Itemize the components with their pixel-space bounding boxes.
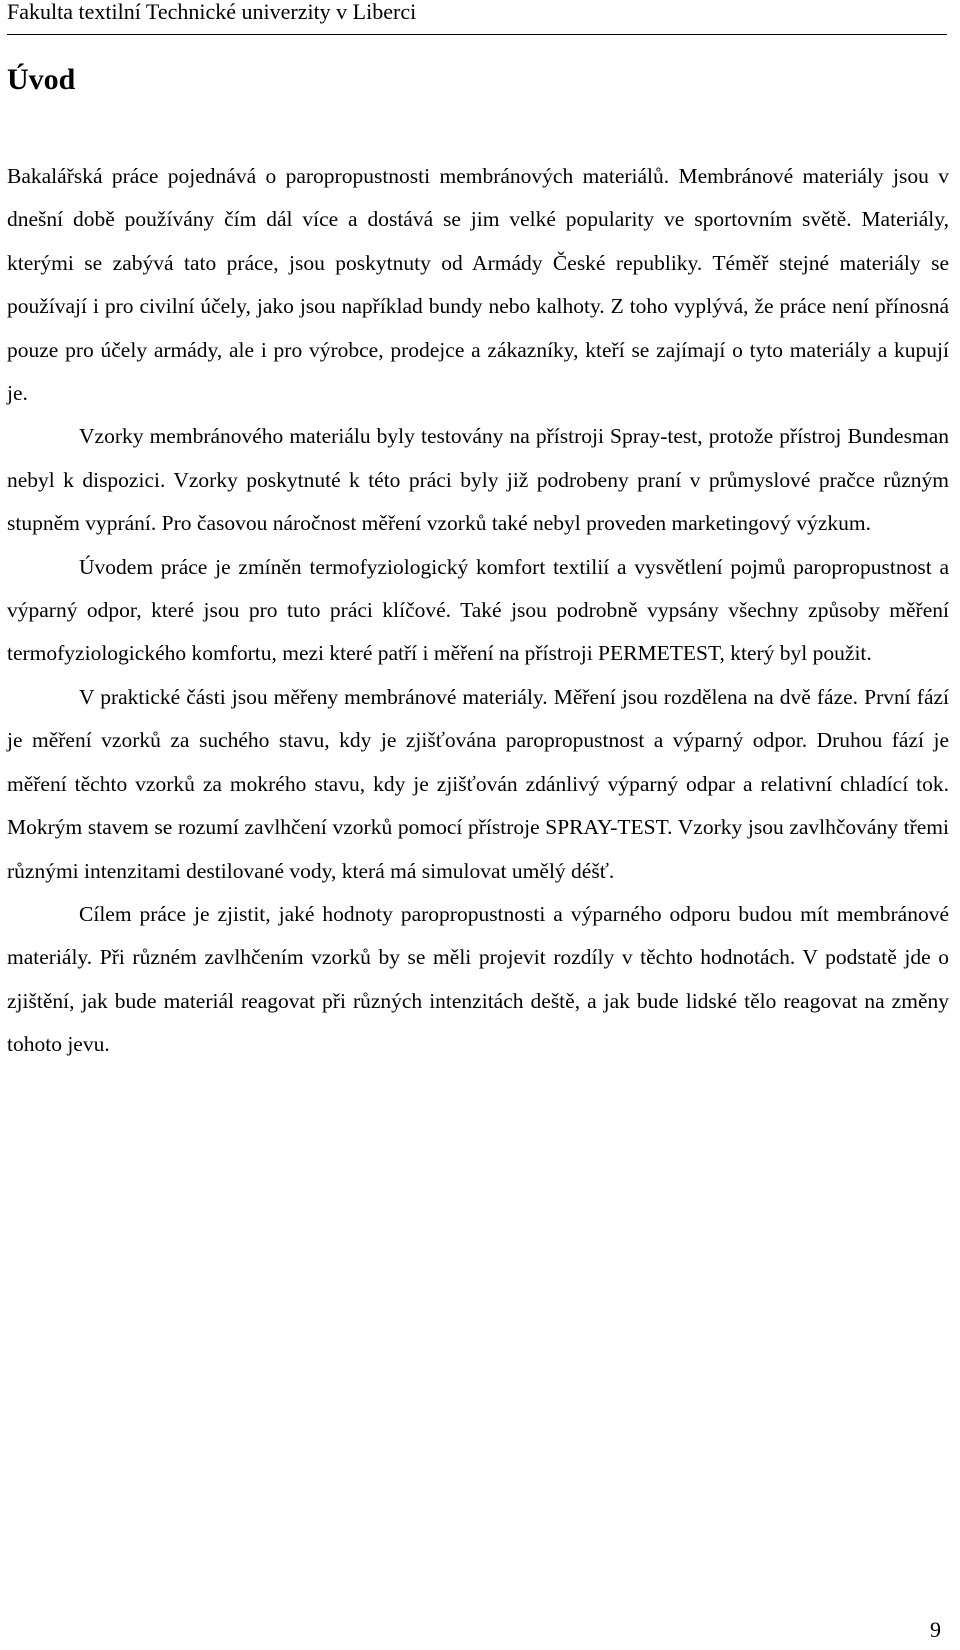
- paragraph-intro: Bakalářská práce pojednává o paropropustnosti membránových materiálů. Membránové materiály jsou v dnešní době používány čím dál více a dostává se jim velké popularity ve sportovním světě. Materiály, kterými se zabývá tato práce, jsou poskytnuty od Armády České republiky. Téměř stejné materiály se používají i pro civilní účely, jako jsou například bundy nebo kalhoty. Z toho vyplývá, že práce není přínosná pouze pro účely armády, ale i pro výrobce, prodejce a zákazníky, kteří se zajímají o tyto materiály a kupují je.: [7, 164, 949, 406]
- paragraph-practical: V praktické části jsou měřeny membránové materiály. Měření jsou rozdělena na dvě fáze. První fází je měření vzorků za suchého stavu, kdy je zjišťována paropropustnost a výparný odpor. Druhou fází je měření těchto vzorků za mokrého stavu, kdy je zjišťován zdánlivý výparný odpar a relativní chladící tok. Mokrým stavem se rozumí zavlhčení vzorků pomocí přístroje SPRAY-TEST. Vzorky jsou zavlhčovány třemi různými intenzitami destilované vody, která má simulovat umělý déšť.: [7, 684, 949, 883]
- page-title: Úvod: [7, 63, 76, 96]
- paragraph-samples: Vzorky membránového materiálu byly testovány na přístroji Spray-test, protože přístroj Bundesman nebyl k dispozici. Vzorky poskytnuté k této práci byly již podrobeny praní v průmyslové pračce různým stupněm vyprání. Pro časovou náročnost měření vzorků také nebyl proveden marketingový výzkum.: [7, 424, 949, 536]
- page-number: 9: [930, 1617, 941, 1642]
- paragraph-goal: Cílem práce je zjistit, jaké hodnoty paropropustnosti a výparného odporu budou mít membránové materiály. Při různém zavlhčením vzorků by se měli projevit rozdíly v těchto hodnotách. V podstatě jde o zjištění, jak bude materiál reagovat při různých intenzitách deště, a jak bude lidské tělo reagovat na změny tohoto jevu.: [7, 901, 949, 1057]
- body-text: [7, 155, 949, 1067]
- running-header-text: Fakulta textilní Technické univerzity v Liberci: [7, 0, 417, 24]
- running-header: [7, 0, 947, 35]
- paragraph-overview: Úvodem práce je zmíněn termofyziologický komfort textilií a vysvětlení pojmů paropropustnost a výparný odpor, které jsou pro tuto práci klíčové. Také jsou podrobně vypsány všechny způsoby měření termofyziologického komfortu, mezi které patří i měření na přístroji PERMETEST, který byl použit.: [7, 554, 949, 666]
